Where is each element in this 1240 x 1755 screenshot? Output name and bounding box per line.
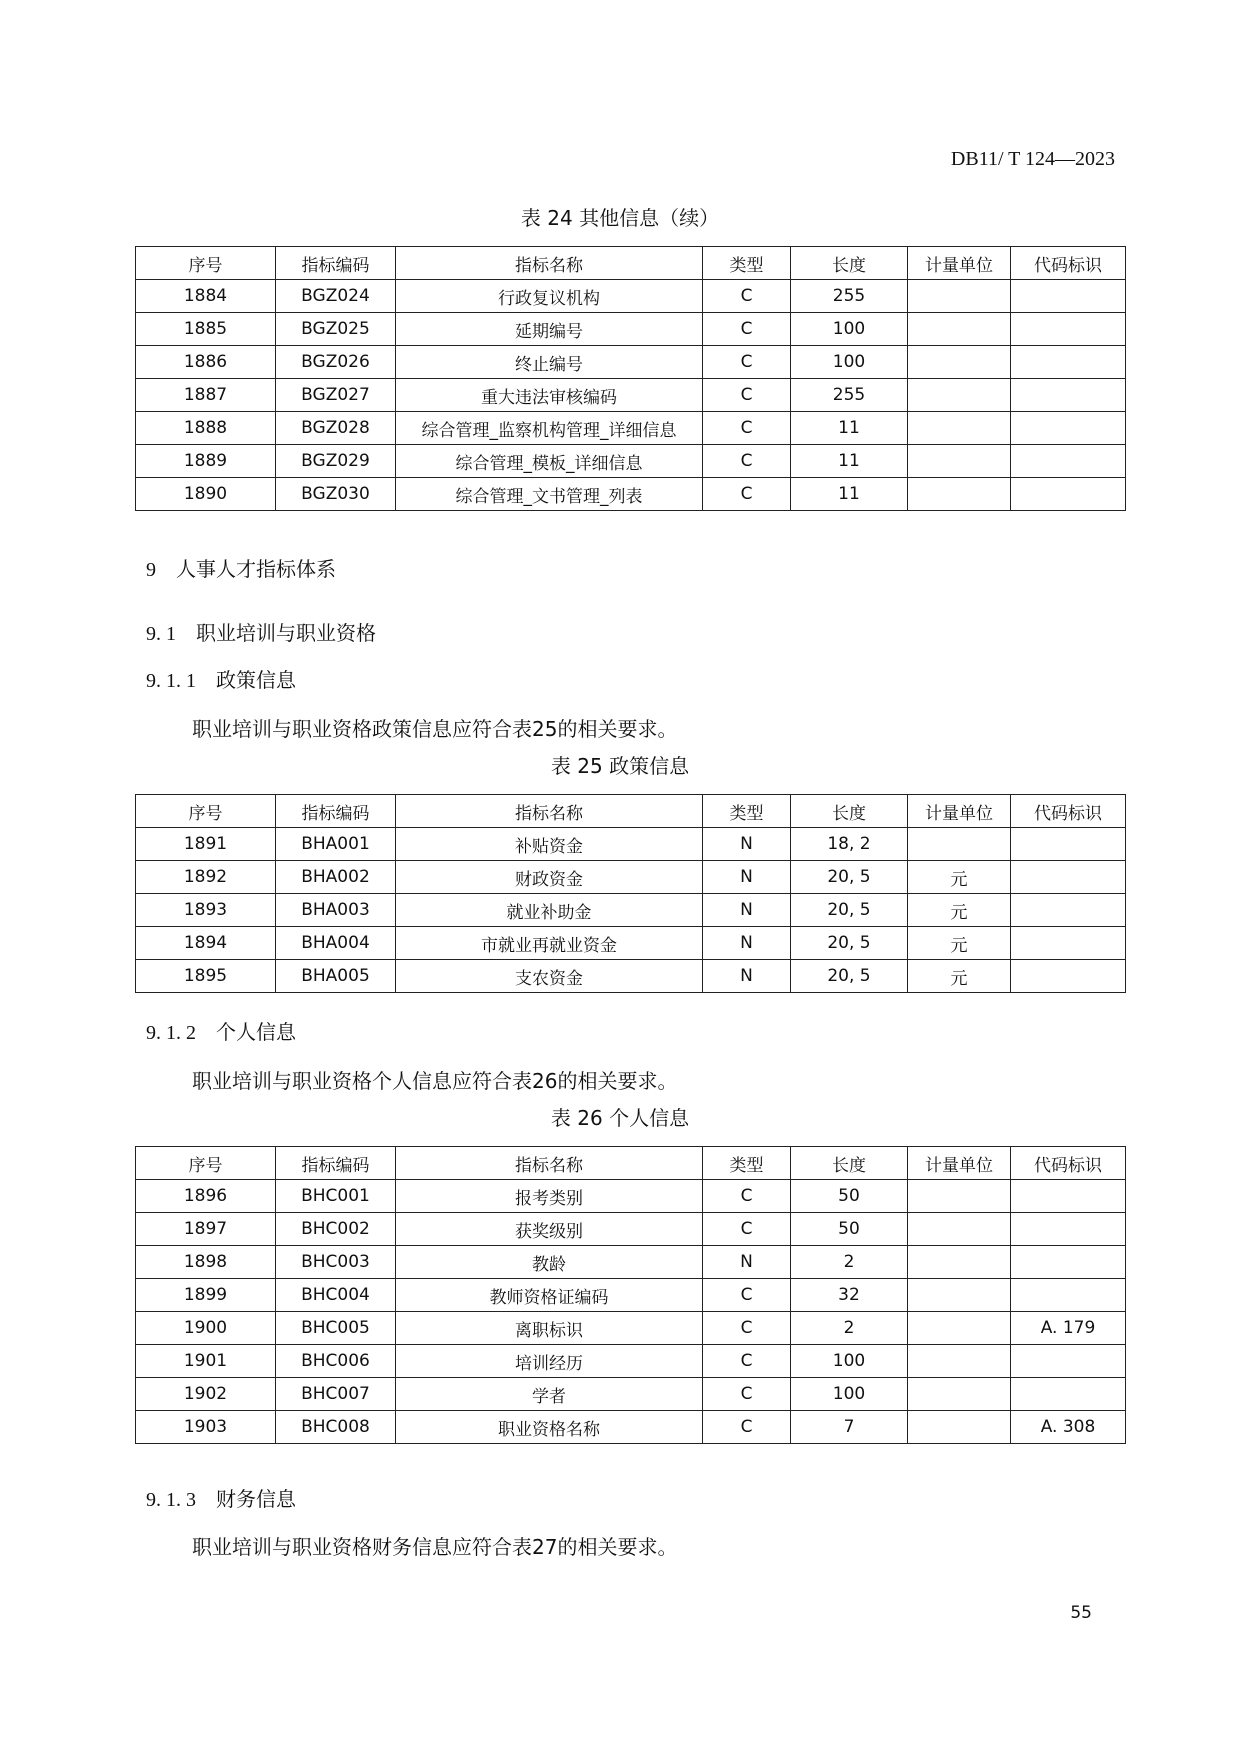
table-24-caption: 表 24 其他信息（续） xyxy=(520,206,720,230)
table-cell: 终止编号 xyxy=(396,346,703,379)
section-9-1-heading xyxy=(146,617,376,646)
table-cell xyxy=(908,1246,1011,1279)
table-cell: BHA004 xyxy=(276,927,396,960)
page-number: 55 xyxy=(1070,1603,1092,1623)
column-header: 类型 xyxy=(703,1147,791,1180)
table-cell: 1887 xyxy=(136,379,276,412)
section-number: 9. 1. 3 xyxy=(146,1489,196,1511)
table-cell: N xyxy=(703,828,791,861)
table-cell xyxy=(1011,1345,1126,1378)
column-header: 类型 xyxy=(703,795,791,828)
table-cell xyxy=(1011,445,1126,478)
column-header: 类型 xyxy=(703,247,791,280)
section-title: 个人信息 xyxy=(216,1020,296,1044)
table-26-caption: 表 26 个人信息 xyxy=(550,1106,690,1130)
table-cell: 1894 xyxy=(136,927,276,960)
column-header: 指标编码 xyxy=(276,795,396,828)
table-cell: A. 179 xyxy=(1011,1312,1126,1345)
column-header: 指标名称 xyxy=(396,247,703,280)
paragraph-9-1-3: 职业培训与职业资格财务信息应符合表27的相关要求。 xyxy=(192,1535,678,1559)
table-cell: C xyxy=(703,1180,791,1213)
table-cell: C xyxy=(703,1279,791,1312)
table-cell: BGZ025 xyxy=(276,313,396,346)
table-cell: 1893 xyxy=(136,894,276,927)
table-cell: BGZ030 xyxy=(276,478,396,511)
table-cell: 就业补助金 xyxy=(396,894,703,927)
column-header: 序号 xyxy=(136,795,276,828)
table-cell: 50 xyxy=(791,1180,908,1213)
table-cell: BHA001 xyxy=(276,828,396,861)
table-cell xyxy=(908,445,1011,478)
column-header: 计量单位 xyxy=(908,247,1011,280)
table-cell: 1885 xyxy=(136,313,276,346)
table-cell: BHC007 xyxy=(276,1378,396,1411)
table-cell: 元 xyxy=(908,960,1011,993)
table-cell: 教龄 xyxy=(396,1246,703,1279)
table-row xyxy=(136,960,1126,993)
table-cell: 1902 xyxy=(136,1378,276,1411)
table-cell: C xyxy=(703,1411,791,1444)
table-cell xyxy=(908,313,1011,346)
table-cell: 1897 xyxy=(136,1213,276,1246)
column-header: 序号 xyxy=(136,1147,276,1180)
table-cell xyxy=(908,1213,1011,1246)
column-header: 序号 xyxy=(136,247,276,280)
table-row xyxy=(136,1180,1126,1213)
table-header-row xyxy=(136,1147,1126,1180)
table-26 xyxy=(135,1146,1126,1444)
table-cell xyxy=(908,412,1011,445)
paragraph-9-1-2: 职业培训与职业资格个人信息应符合表26的相关要求。 xyxy=(192,1069,678,1093)
table-cell xyxy=(1011,1246,1126,1279)
table-cell: C xyxy=(703,412,791,445)
table-cell: 综合管理_模板_详细信息 xyxy=(396,445,703,478)
table-cell: C xyxy=(703,1378,791,1411)
table-cell: 7 xyxy=(791,1411,908,1444)
table-24 xyxy=(135,246,1126,511)
table-cell xyxy=(908,478,1011,511)
table-cell: 1899 xyxy=(136,1279,276,1312)
table-cell: 20, 5 xyxy=(791,861,908,894)
section-number: 9. 1. 1 xyxy=(146,670,196,692)
table-cell: BGZ026 xyxy=(276,346,396,379)
table-cell: 11 xyxy=(791,412,908,445)
table-cell: 32 xyxy=(791,1279,908,1312)
table-cell xyxy=(908,1378,1011,1411)
table-cell: 2 xyxy=(791,1312,908,1345)
table-row xyxy=(136,1378,1126,1411)
column-header: 指标名称 xyxy=(396,795,703,828)
section-9-1-3-heading xyxy=(146,1483,296,1512)
table-cell: 20, 5 xyxy=(791,927,908,960)
table-cell: 离职标识 xyxy=(396,1312,703,1345)
table-cell: 元 xyxy=(908,927,1011,960)
column-header: 长度 xyxy=(791,795,908,828)
table-cell: N xyxy=(703,894,791,927)
table-row xyxy=(136,861,1126,894)
table-row xyxy=(136,280,1126,313)
table-cell: 元 xyxy=(908,894,1011,927)
table-cell xyxy=(1011,379,1126,412)
table-cell: BHC003 xyxy=(276,1246,396,1279)
table-cell: C xyxy=(703,1312,791,1345)
table-cell xyxy=(1011,828,1126,861)
table-cell: 255 xyxy=(791,379,908,412)
table-cell: N xyxy=(703,861,791,894)
table-cell: BHA005 xyxy=(276,960,396,993)
section-number: 9. 1. 2 xyxy=(146,1022,196,1044)
table-cell: 20, 5 xyxy=(791,894,908,927)
section-title: 人事人才指标体系 xyxy=(176,557,336,581)
table-cell: BHC002 xyxy=(276,1213,396,1246)
table-cell: BGZ028 xyxy=(276,412,396,445)
table-cell: 教师资格证编码 xyxy=(396,1279,703,1312)
table-cell: 1892 xyxy=(136,861,276,894)
column-header: 长度 xyxy=(791,1147,908,1180)
table-cell: BHC006 xyxy=(276,1345,396,1378)
table-cell xyxy=(1011,313,1126,346)
table-cell: 1888 xyxy=(136,412,276,445)
table-cell: A. 308 xyxy=(1011,1411,1126,1444)
column-header: 指标编码 xyxy=(276,1147,396,1180)
table-cell: 1898 xyxy=(136,1246,276,1279)
table-cell xyxy=(1011,1180,1126,1213)
table-row xyxy=(136,1411,1126,1444)
table-cell: BHC008 xyxy=(276,1411,396,1444)
table-row xyxy=(136,445,1126,478)
section-9-1-2-heading xyxy=(146,1016,296,1045)
table-cell: 50 xyxy=(791,1213,908,1246)
table-cell: BHA002 xyxy=(276,861,396,894)
table-cell: 1896 xyxy=(136,1180,276,1213)
table-cell xyxy=(908,1312,1011,1345)
table-cell: 综合管理_文书管理_列表 xyxy=(396,478,703,511)
table-cell: 100 xyxy=(791,313,908,346)
table-cell xyxy=(1011,861,1126,894)
document-code: DB11/ T 124—2023 xyxy=(950,148,1115,170)
table-cell: 100 xyxy=(791,1378,908,1411)
table-cell: 100 xyxy=(791,346,908,379)
table-row xyxy=(136,1246,1126,1279)
table-cell: N xyxy=(703,960,791,993)
table-cell: 获奖级别 xyxy=(396,1213,703,1246)
table-cell: N xyxy=(703,1246,791,1279)
table-cell xyxy=(908,828,1011,861)
section-title: 职业培训与职业资格 xyxy=(196,621,376,645)
table-row xyxy=(136,346,1126,379)
table-cell: 行政复议机构 xyxy=(396,280,703,313)
table-cell: 18, 2 xyxy=(791,828,908,861)
table-cell xyxy=(1011,346,1126,379)
column-header: 长度 xyxy=(791,247,908,280)
table-cell: BHC001 xyxy=(276,1180,396,1213)
table-cell: C xyxy=(703,478,791,511)
table-cell: 财政资金 xyxy=(396,861,703,894)
table-cell xyxy=(1011,412,1126,445)
column-header: 计量单位 xyxy=(908,795,1011,828)
table-row xyxy=(136,412,1126,445)
table-row xyxy=(136,828,1126,861)
table-cell: 元 xyxy=(908,861,1011,894)
table-cell xyxy=(908,1345,1011,1378)
table-cell: C xyxy=(703,1345,791,1378)
table-cell: C xyxy=(703,346,791,379)
table-row xyxy=(136,1213,1126,1246)
table-row xyxy=(136,894,1126,927)
table-row xyxy=(136,1279,1126,1312)
column-header: 代码标识 xyxy=(1011,1147,1126,1180)
table-cell: N xyxy=(703,927,791,960)
table-cell: C xyxy=(703,280,791,313)
table-cell: 1884 xyxy=(136,280,276,313)
table-cell: 1889 xyxy=(136,445,276,478)
table-cell xyxy=(1011,927,1126,960)
column-header: 计量单位 xyxy=(908,1147,1011,1180)
table-header-row xyxy=(136,795,1126,828)
table-cell: BHC004 xyxy=(276,1279,396,1312)
section-9-1-1-heading xyxy=(146,664,296,693)
table-cell xyxy=(1011,1213,1126,1246)
table-cell: 100 xyxy=(791,1345,908,1378)
section-title: 财务信息 xyxy=(216,1487,296,1511)
table-cell: 市就业再就业资金 xyxy=(396,927,703,960)
column-header: 指标编码 xyxy=(276,247,396,280)
table-cell: C xyxy=(703,1213,791,1246)
table-cell: 报考类别 xyxy=(396,1180,703,1213)
column-header: 指标名称 xyxy=(396,1147,703,1180)
table-cell: 延期编号 xyxy=(396,313,703,346)
table-row xyxy=(136,313,1126,346)
table-cell xyxy=(1011,280,1126,313)
table-row xyxy=(136,927,1126,960)
table-cell: 重大违法审核编码 xyxy=(396,379,703,412)
section-title: 政策信息 xyxy=(216,668,296,692)
table-cell: BGZ027 xyxy=(276,379,396,412)
table-row xyxy=(136,379,1126,412)
table-cell: BHC005 xyxy=(276,1312,396,1345)
table-cell: 255 xyxy=(791,280,908,313)
table-cell xyxy=(1011,478,1126,511)
column-header: 代码标识 xyxy=(1011,795,1126,828)
table-cell xyxy=(1011,960,1126,993)
table-cell: C xyxy=(703,445,791,478)
table-cell: BGZ024 xyxy=(276,280,396,313)
table-cell: 综合管理_监察机构管理_详细信息 xyxy=(396,412,703,445)
paragraph-9-1-1: 职业培训与职业资格政策信息应符合表25的相关要求。 xyxy=(192,717,678,741)
table-cell: 2 xyxy=(791,1246,908,1279)
table-cell: 学者 xyxy=(396,1378,703,1411)
table-cell: 1886 xyxy=(136,346,276,379)
section-9-heading xyxy=(146,553,336,582)
table-cell: 支农资金 xyxy=(396,960,703,993)
table-cell xyxy=(908,346,1011,379)
table-cell xyxy=(1011,1378,1126,1411)
table-cell: 20, 5 xyxy=(791,960,908,993)
table-cell: 补贴资金 xyxy=(396,828,703,861)
table-cell: 1901 xyxy=(136,1345,276,1378)
table-cell: 1891 xyxy=(136,828,276,861)
table-row xyxy=(136,1312,1126,1345)
table-cell: 1895 xyxy=(136,960,276,993)
table-cell xyxy=(1011,1279,1126,1312)
table-cell xyxy=(1011,894,1126,927)
section-number: 9. 1 xyxy=(146,623,176,645)
table-cell: 11 xyxy=(791,478,908,511)
table-cell xyxy=(908,1411,1011,1444)
table-cell: 职业资格名称 xyxy=(396,1411,703,1444)
table-cell xyxy=(908,1279,1011,1312)
table-cell xyxy=(908,379,1011,412)
table-cell: 1903 xyxy=(136,1411,276,1444)
table-cell: BHA003 xyxy=(276,894,396,927)
section-number: 9 xyxy=(146,559,156,581)
table-cell xyxy=(908,1180,1011,1213)
table-cell xyxy=(908,280,1011,313)
table-cell: BGZ029 xyxy=(276,445,396,478)
table-cell: 1900 xyxy=(136,1312,276,1345)
table-row xyxy=(136,478,1126,511)
table-header-row xyxy=(136,247,1126,280)
column-header: 代码标识 xyxy=(1011,247,1126,280)
table-25-caption: 表 25 政策信息 xyxy=(550,754,690,778)
table-cell: 培训经历 xyxy=(396,1345,703,1378)
table-row xyxy=(136,1345,1126,1378)
table-cell: 1890 xyxy=(136,478,276,511)
table-25 xyxy=(135,794,1126,993)
table-cell: C xyxy=(703,379,791,412)
table-cell: C xyxy=(703,313,791,346)
table-cell: 11 xyxy=(791,445,908,478)
